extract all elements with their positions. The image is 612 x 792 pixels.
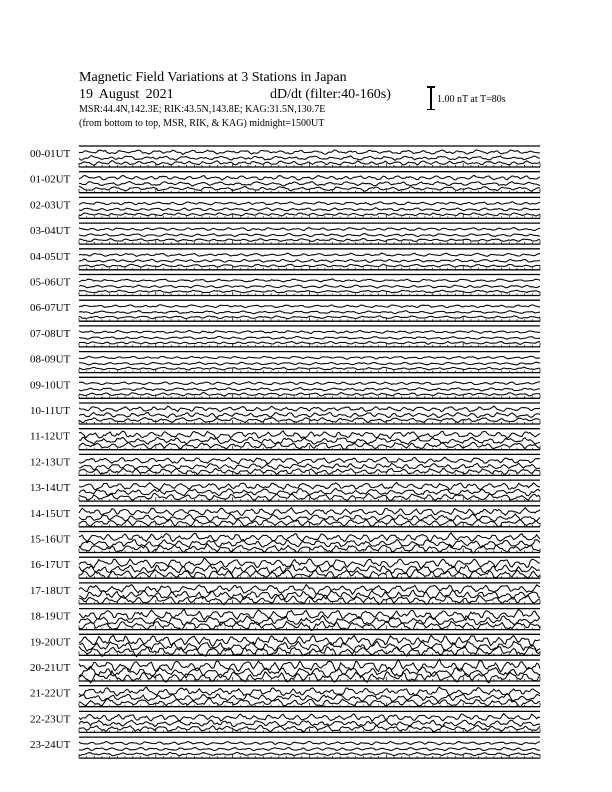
trace-rik [79, 208, 540, 211]
hour-row-17-18UT [30, 583, 540, 605]
trace-rik [79, 514, 540, 522]
hour-label: 04-05UT [30, 250, 71, 263]
hour-row-21-22UT [30, 686, 540, 707]
hour-label: 10-11UT [30, 405, 70, 417]
hour-row-04-05UT [30, 249, 540, 270]
chart-quantity: dD/dt (filter:40-160s) [270, 87, 391, 102]
minute-ticks [79, 471, 540, 475]
hour-label: 23-24UT [30, 739, 71, 752]
hour-label: 09-10UT [30, 379, 71, 392]
trace-rik [79, 362, 540, 365]
hour-row-11-12UT [30, 429, 540, 450]
trace-kag [79, 585, 540, 595]
trace-kag [79, 382, 540, 385]
hour-row-06-07UT [30, 300, 540, 321]
hour-row-19-20UT [30, 634, 540, 657]
hour-label: 03-04UT [30, 225, 71, 238]
trace-rik [79, 747, 540, 750]
hour-row-03-04UT [30, 223, 540, 244]
trace-kag [79, 635, 540, 646]
trace-rik [79, 336, 540, 339]
hour-label: 14-15UT [30, 507, 71, 520]
hour-row-16-17UT [30, 557, 540, 578]
trace-kag [79, 558, 540, 568]
trace-kag [79, 610, 540, 621]
trace-rik [79, 720, 540, 727]
trace-kag [79, 457, 540, 464]
hour-label: 06-07UT [30, 302, 71, 315]
trace-kag [79, 305, 540, 308]
hour-label: 02-03UT [30, 199, 71, 212]
trace-rik [79, 590, 540, 599]
hour-label: 20-21UT [30, 662, 71, 674]
hour-label: 18-19UT [30, 610, 71, 623]
hour-label: 19-20UT [30, 636, 71, 649]
trace-rik [79, 156, 540, 161]
trace-kag [79, 330, 540, 333]
hour-label: 21-22UT [30, 687, 71, 700]
trace-rik [79, 694, 540, 702]
minute-ticks [79, 394, 540, 398]
trace-msr [79, 239, 540, 242]
hour-label: 12-13UT [30, 456, 71, 469]
hour-label: 11-12UT [30, 430, 70, 443]
trace-kag [79, 508, 540, 516]
hour-label: 16-17UT [30, 559, 71, 572]
scale-label: 1.00 nT at T=80s [437, 94, 506, 105]
trace-kag [79, 228, 540, 231]
hour-row-20-21UT [30, 659, 540, 683]
trace-kag [79, 741, 540, 744]
trace-kag [79, 687, 540, 696]
hour-row-01-02UT [30, 172, 540, 193]
trace-rik [79, 234, 540, 237]
hour-label: 13-14UT [30, 482, 71, 495]
hour-row-05-06UT [30, 275, 540, 296]
hour-label: 08-09UT [30, 353, 71, 366]
trace-kag [79, 202, 540, 205]
trace-rik [79, 259, 540, 262]
trace-rik [79, 413, 540, 418]
trace-kag [79, 253, 540, 256]
hour-label: 01-02UT [30, 173, 71, 186]
chart-date: 19 August 2021 [79, 87, 174, 102]
hour-row-14-15UT [30, 506, 540, 527]
hour-row-09-10UT [30, 377, 540, 398]
hour-row-15-16UT [30, 532, 540, 553]
hour-row-08-09UT [30, 352, 540, 373]
trace-kag [79, 150, 540, 155]
trace-kag [79, 533, 540, 542]
trace-rik [79, 488, 540, 496]
trace-kag [79, 482, 540, 490]
trace-rik [79, 388, 540, 391]
trace-kag [79, 714, 540, 722]
trace-kag [79, 356, 540, 359]
hour-row-10-11UT [30, 403, 540, 424]
trace-rik [79, 463, 540, 470]
hour-label: 15-16UT [30, 533, 71, 546]
trace-rik [79, 285, 540, 288]
hour-label: 07-08UT [30, 327, 71, 340]
hour-label: 22-23UT [30, 713, 71, 726]
trace-rik [79, 565, 540, 574]
hour-label: 17-18UT [30, 584, 71, 597]
chart-title: Magnetic Field Variations at 3 Stations in Japan [79, 70, 347, 85]
trace-rik [79, 311, 540, 314]
hour-row-13-14UT [30, 480, 540, 501]
hour-row-12-13UT [30, 454, 540, 475]
trace-rik [79, 641, 540, 651]
hour-row-00-01UT [30, 146, 540, 167]
trace-kag [79, 279, 540, 282]
hour-row-22-23UT [30, 711, 540, 732]
hour-label: 05-06UT [30, 276, 71, 289]
station-list: MSR:44.4N,142.3E; RIK:43.5N,143.8E; KAG:31.5N,130.7E [79, 104, 326, 115]
trace-kag [79, 659, 540, 672]
hour-row-18-19UT [30, 609, 540, 631]
hour-label: 00-01UT [30, 148, 71, 160]
hour-row-23-24UT [30, 737, 540, 758]
trace-rik [79, 182, 540, 187]
hour-row-02-03UT [30, 197, 540, 218]
trace-kag [79, 406, 540, 412]
hour-row-07-08UT [30, 326, 540, 347]
trace-kag [79, 175, 540, 180]
order-note: (from bottom to top, MSR, RIK, & KAG) midnight=1500UT [79, 118, 325, 129]
